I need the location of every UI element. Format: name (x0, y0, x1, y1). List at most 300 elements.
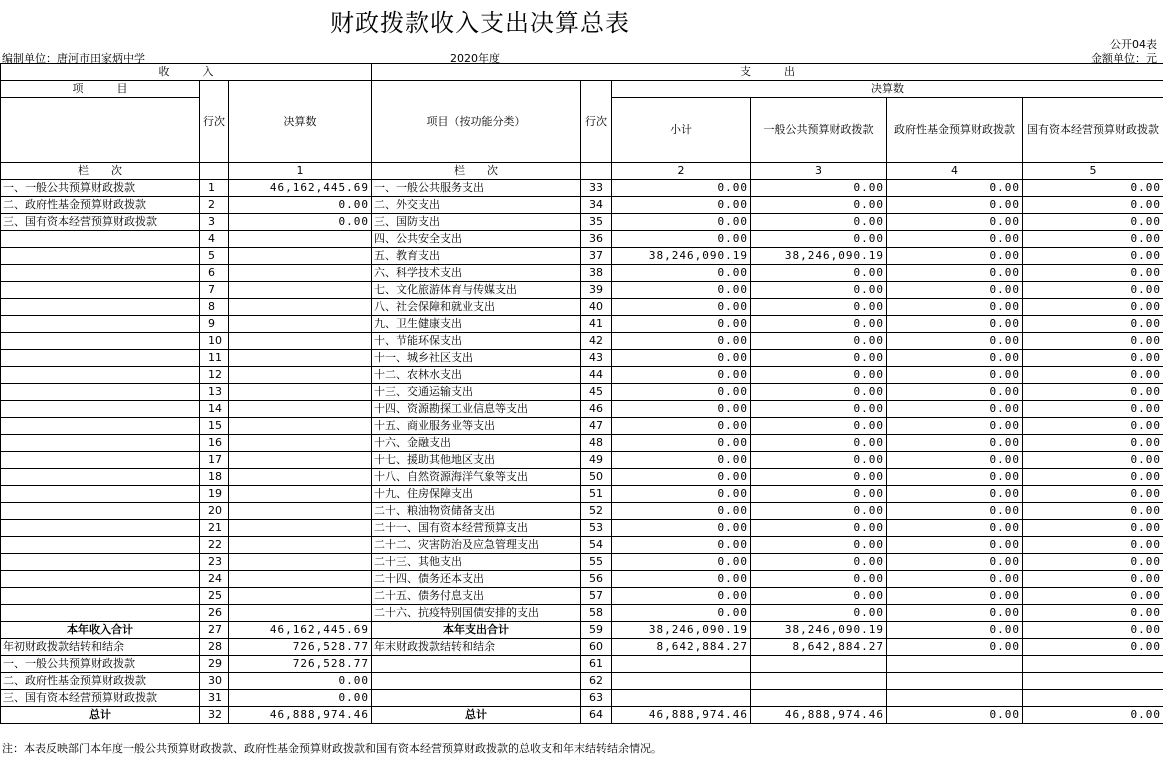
table-row (1, 197, 1163, 214)
subtotal-cell: 0.00 (612, 486, 751, 503)
expense-item-cell (372, 656, 581, 673)
general-budget-cell: 0.00 (751, 350, 887, 367)
expense-line-no-cell: 53 (581, 520, 612, 537)
gov-fund-cell: 0.00 (887, 265, 1023, 282)
income-item-cell (1, 486, 200, 503)
general-budget-cell: 0.00 (751, 418, 887, 435)
general-budget-cell (751, 656, 887, 673)
state-capital-cell: 0.00 (1023, 214, 1163, 231)
income-item-cell (1, 316, 200, 333)
gov-fund-cell: 0.00 (887, 299, 1023, 316)
income-item-cell (1, 350, 200, 367)
expense-item-cell: 本年支出合计 (372, 622, 581, 639)
table-row (1, 571, 1163, 588)
income-line-no-cell: 24 (200, 571, 229, 588)
income-item-cell (1, 520, 200, 537)
income-item-cell (1, 265, 200, 282)
income-item-cell (1, 401, 200, 418)
gov-fund-cell: 0.00 (887, 537, 1023, 554)
income-amount-cell (229, 333, 372, 350)
subtotal-cell: 0.00 (612, 367, 751, 384)
col-number-1: 1 (229, 163, 372, 180)
gov-fund-header: 政府性基金预算财政拨款 (887, 98, 1023, 163)
expense-item-cell: 十七、援助其他地区支出 (372, 452, 581, 469)
general-budget-cell (751, 690, 887, 707)
expense-line-no-cell: 44 (581, 367, 612, 384)
expense-item-cell: 一、一般公共服务支出 (372, 180, 581, 197)
gov-fund-cell: 0.00 (887, 418, 1023, 435)
income-amount-cell (229, 571, 372, 588)
expense-line-no-cell: 33 (581, 180, 612, 197)
income-item-cell (1, 418, 200, 435)
subtotal-cell: 8,642,884.27 (612, 639, 751, 656)
expense-line-no-cell: 49 (581, 452, 612, 469)
state-capital-cell: 0.00 (1023, 180, 1163, 197)
state-capital-cell: 0.00 (1023, 452, 1163, 469)
income-line-no-cell: 18 (200, 469, 229, 486)
income-item-cell (1, 248, 200, 265)
gov-fund-cell: 0.00 (887, 503, 1023, 520)
line-no-header: 行次 (200, 81, 229, 163)
state-capital-cell: 0.00 (1023, 350, 1163, 367)
general-budget-cell: 8,642,884.27 (751, 639, 887, 656)
subtotal-cell: 0.00 (612, 452, 751, 469)
table-row (1, 350, 1163, 367)
general-budget-cell: 0.00 (751, 214, 887, 231)
expense-line-no-cell: 51 (581, 486, 612, 503)
col-label-spacer (581, 163, 612, 180)
income-item-cell: 一、一般公共预算财政拨款 (1, 180, 200, 197)
expense-item-cell: 二十一、国有资本经营预算支出 (372, 520, 581, 537)
gov-fund-cell: 0.00 (887, 248, 1023, 265)
state-capital-cell: 0.00 (1023, 282, 1163, 299)
expense-item-cell: 十九、住房保障支出 (372, 486, 581, 503)
gov-fund-cell: 0.00 (887, 571, 1023, 588)
footnote: 注：本表反映部门本年度一般公共预算财政拨款、政府性基金预算财政拨款和国有资本经营预算财政拨款的总收支和年末结转结余情况。 (2, 742, 662, 755)
subtotal-cell: 46,888,974.46 (612, 707, 751, 724)
income-amount-cell (229, 503, 372, 520)
table-row (1, 214, 1163, 231)
expense-line-no-cell: 45 (581, 384, 612, 401)
income-item-cell: 二、政府性基金预算财政拨款 (1, 197, 200, 214)
state-capital-cell: 0.00 (1023, 197, 1163, 214)
expense-item-cell: 年末财政拨款结转和结余 (372, 639, 581, 656)
income-amount-cell (229, 299, 372, 316)
expense-item-cell: 十一、城乡社区支出 (372, 350, 581, 367)
table-row (1, 537, 1163, 554)
gov-fund-cell: 0.00 (887, 554, 1023, 571)
expense-line-no-cell: 62 (581, 673, 612, 690)
subtotal-cell: 0.00 (612, 571, 751, 588)
gov-fund-cell: 0.00 (887, 639, 1023, 656)
income-line-no-cell: 12 (200, 367, 229, 384)
general-budget-cell: 0.00 (751, 554, 887, 571)
income-amount-cell (229, 316, 372, 333)
expense-item-cell: 总计 (372, 707, 581, 724)
expense-line-no-cell: 55 (581, 554, 612, 571)
income-amount-cell: 46,888,974.46 (229, 707, 372, 724)
income-item-cell: 年初财政拨款结转和结余 (1, 639, 200, 656)
gov-fund-cell: 0.00 (887, 588, 1023, 605)
col-label-mid: 栏 次 (372, 163, 581, 180)
income-header: 收 入 (1, 64, 372, 81)
general-budget-cell: 0.00 (751, 435, 887, 452)
income-line-no-cell: 30 (200, 673, 229, 690)
state-capital-cell: 0.00 (1023, 265, 1163, 282)
col-number-3: 3 (751, 163, 887, 180)
subtotal-cell (612, 690, 751, 707)
income-amount-cell (229, 554, 372, 571)
expense-item-cell: 二十六、抗疫特别国债安排的支出 (372, 605, 581, 622)
table-row (1, 673, 1163, 690)
income-amount-cell (229, 605, 372, 622)
income-item-cell (1, 333, 200, 350)
expense-line-no-cell: 43 (581, 350, 612, 367)
subtotal-cell: 0.00 (612, 197, 751, 214)
income-amount-cell (229, 588, 372, 605)
income-amount-cell (229, 418, 372, 435)
subtotal-cell: 0.00 (612, 554, 751, 571)
general-budget-cell: 0.00 (751, 384, 887, 401)
table-row (1, 333, 1163, 350)
expense-item-cell: 七、文化旅游体育与传媒支出 (372, 282, 581, 299)
income-item-cell (1, 231, 200, 248)
general-budget-cell: 38,246,090.19 (751, 248, 887, 265)
state-capital-header: 国有资本经营预算财政拨款 (1023, 98, 1163, 163)
general-budget-cell: 0.00 (751, 588, 887, 605)
general-budget-cell (751, 673, 887, 690)
gov-fund-cell (887, 656, 1023, 673)
gov-fund-cell: 0.00 (887, 622, 1023, 639)
income-item-cell (1, 588, 200, 605)
income-amount-cell (229, 401, 372, 418)
income-amount-cell (229, 469, 372, 486)
expense-item-cell: 十八、自然资源海洋气象等支出 (372, 469, 581, 486)
income-line-no-cell: 19 (200, 486, 229, 503)
gov-fund-cell: 0.00 (887, 435, 1023, 452)
state-capital-cell: 0.00 (1023, 486, 1163, 503)
subtotal-cell: 0.00 (612, 469, 751, 486)
state-capital-cell: 0.00 (1023, 435, 1163, 452)
income-amount-cell: 726,528.77 (229, 639, 372, 656)
expense-line-no-cell: 34 (581, 197, 612, 214)
income-amount-cell (229, 486, 372, 503)
subtotal-cell: 0.00 (612, 265, 751, 282)
subtotal-cell: 0.00 (612, 520, 751, 537)
income-amount-cell: 0.00 (229, 214, 372, 231)
income-line-no-cell: 14 (200, 401, 229, 418)
gov-fund-cell: 0.00 (887, 401, 1023, 418)
expense-line-no-cell: 47 (581, 418, 612, 435)
subtotal-cell: 0.00 (612, 214, 751, 231)
state-capital-cell: 0.00 (1023, 554, 1163, 571)
expense-item-cell: 六、科学技术支出 (372, 265, 581, 282)
general-budget-cell: 0.00 (751, 469, 887, 486)
expense-item-cell: 五、教育支出 (372, 248, 581, 265)
table-row (1, 418, 1163, 435)
income-line-no-cell: 16 (200, 435, 229, 452)
expense-line-no-cell: 46 (581, 401, 612, 418)
expense-item-cell: 十六、金融支出 (372, 435, 581, 452)
gov-fund-cell: 0.00 (887, 350, 1023, 367)
subtotal-cell: 0.00 (612, 350, 751, 367)
income-item-cell: 本年收入合计 (1, 622, 200, 639)
expense-item-cell: 十五、商业服务业等支出 (372, 418, 581, 435)
state-capital-cell: 0.00 (1023, 639, 1163, 656)
income-item-cell: 三、国有资本经营预算财政拨款 (1, 214, 200, 231)
amount-unit-label: 金额单位：元 (1091, 52, 1157, 65)
expense-line-no-cell: 64 (581, 707, 612, 724)
income-line-no-cell: 31 (200, 690, 229, 707)
subtotal-cell: 0.00 (612, 418, 751, 435)
general-budget-cell: 0.00 (751, 333, 887, 350)
income-line-no-cell: 29 (200, 656, 229, 673)
income-line-no-cell: 26 (200, 605, 229, 622)
state-capital-cell: 0.00 (1023, 316, 1163, 333)
income-line-no-cell: 25 (200, 588, 229, 605)
income-item-cell: 总计 (1, 707, 200, 724)
gov-fund-cell: 0.00 (887, 282, 1023, 299)
state-capital-cell (1023, 690, 1163, 707)
expense-line-no-cell: 63 (581, 690, 612, 707)
income-line-no-cell: 3 (200, 214, 229, 231)
general-budget-cell: 0.00 (751, 571, 887, 588)
table-row (1, 588, 1163, 605)
state-capital-cell (1023, 673, 1163, 690)
income-line-no-cell: 27 (200, 622, 229, 639)
page-title: 财政拨款收入支出决算总表 (330, 9, 630, 37)
expense-line-no-cell: 35 (581, 214, 612, 231)
gov-fund-cell: 0.00 (887, 520, 1023, 537)
income-amount-cell (229, 248, 372, 265)
income-line-no-cell: 21 (200, 520, 229, 537)
table-row (1, 707, 1163, 724)
state-capital-cell: 0.00 (1023, 333, 1163, 350)
subtotal-cell: 38,246,090.19 (612, 248, 751, 265)
state-capital-cell: 0.00 (1023, 469, 1163, 486)
income-item-cell: 三、国有资本经营预算财政拨款 (1, 690, 200, 707)
income-item-cell (1, 571, 200, 588)
table-row (1, 622, 1163, 639)
subtotal-cell (612, 656, 751, 673)
state-capital-cell: 0.00 (1023, 367, 1163, 384)
general-budget-cell: 0.00 (751, 231, 887, 248)
expense-line-no-cell: 52 (581, 503, 612, 520)
income-line-no-cell: 5 (200, 248, 229, 265)
expense-line-no-header: 行次 (581, 81, 612, 163)
table-row (1, 299, 1163, 316)
expense-line-no-cell: 59 (581, 622, 612, 639)
table-row (1, 435, 1163, 452)
expense-item-cell: 四、公共安全支出 (372, 231, 581, 248)
expense-item-cell: 十四、资源勘探工业信息等支出 (372, 401, 581, 418)
income-item-cell (1, 282, 200, 299)
expense-item-cell: 二十三、其他支出 (372, 554, 581, 571)
income-line-no-cell: 2 (200, 197, 229, 214)
subtotal-cell: 0.00 (612, 435, 751, 452)
item-header-spacer (1, 98, 200, 163)
general-budget-cell: 0.00 (751, 282, 887, 299)
gov-fund-cell: 0.00 (887, 180, 1023, 197)
state-capital-cell: 0.00 (1023, 537, 1163, 554)
general-budget-cell: 0.00 (751, 197, 887, 214)
income-item-cell (1, 554, 200, 571)
gov-fund-cell: 0.00 (887, 231, 1023, 248)
expense-item-header: 项目（按功能分类） (372, 81, 581, 163)
income-amount-cell (229, 265, 372, 282)
income-amount-cell (229, 435, 372, 452)
income-item-cell (1, 605, 200, 622)
expense-line-no-cell: 38 (581, 265, 612, 282)
income-line-no-cell: 1 (200, 180, 229, 197)
general-budget-cell: 46,888,974.46 (751, 707, 887, 724)
general-budget-cell: 0.00 (751, 605, 887, 622)
subtotal-cell: 0.00 (612, 282, 751, 299)
gov-fund-cell (887, 690, 1023, 707)
income-amount-cell: 0.00 (229, 197, 372, 214)
table-row (1, 316, 1163, 333)
income-amount-cell (229, 282, 372, 299)
table-row (1, 486, 1163, 503)
general-budget-cell: 0.00 (751, 316, 887, 333)
gov-fund-cell: 0.00 (887, 486, 1023, 503)
income-item-cell (1, 537, 200, 554)
income-line-no-cell: 28 (200, 639, 229, 656)
subtotal-cell: 0.00 (612, 384, 751, 401)
table-row (1, 231, 1163, 248)
state-capital-cell: 0.00 (1023, 571, 1163, 588)
expense-item-cell: 十三、交通运输支出 (372, 384, 581, 401)
final-group-header: 决算数 (612, 81, 1163, 98)
income-amount-cell: 0.00 (229, 673, 372, 690)
state-capital-cell: 0.00 (1023, 707, 1163, 724)
table-row (1, 180, 1163, 197)
expense-item-cell (372, 690, 581, 707)
income-line-no-cell: 7 (200, 282, 229, 299)
general-budget-cell: 0.00 (751, 537, 887, 554)
income-item-cell: 一、一般公共预算财政拨款 (1, 656, 200, 673)
year-label: 2020年度 (450, 52, 500, 65)
general-budget-cell: 0.00 (751, 452, 887, 469)
general-budget-cell: 0.00 (751, 367, 887, 384)
state-capital-cell: 0.00 (1023, 231, 1163, 248)
table-row (1, 605, 1163, 622)
col-label-spacer (200, 163, 229, 180)
income-item-cell (1, 469, 200, 486)
income-item-cell (1, 503, 200, 520)
gov-fund-cell: 0.00 (887, 214, 1023, 231)
expense-line-no-cell: 56 (581, 571, 612, 588)
general-budget-cell: 0.00 (751, 299, 887, 316)
state-capital-cell: 0.00 (1023, 384, 1163, 401)
income-amount-cell (229, 367, 372, 384)
table-row (1, 469, 1163, 486)
income-line-no-cell: 15 (200, 418, 229, 435)
state-capital-cell: 0.00 (1023, 622, 1163, 639)
subtotal-cell: 0.00 (612, 588, 751, 605)
expense-item-cell (372, 673, 581, 690)
income-item-cell (1, 452, 200, 469)
income-line-no-cell: 4 (200, 231, 229, 248)
income-line-no-cell: 22 (200, 537, 229, 554)
expense-line-no-cell: 40 (581, 299, 612, 316)
expense-line-no-cell: 60 (581, 639, 612, 656)
final-amount-header: 决算数 (229, 81, 372, 163)
income-amount-cell (229, 520, 372, 537)
general-budget-cell: 0.00 (751, 180, 887, 197)
subtotal-cell: 0.00 (612, 299, 751, 316)
state-capital-cell: 0.00 (1023, 248, 1163, 265)
income-line-no-cell: 20 (200, 503, 229, 520)
income-amount-cell (229, 231, 372, 248)
table-row (1, 503, 1163, 520)
table-row (1, 384, 1163, 401)
expense-item-cell: 二十四、债务还本支出 (372, 571, 581, 588)
table-row (1, 690, 1163, 707)
gov-fund-cell: 0.00 (887, 452, 1023, 469)
state-capital-cell: 0.00 (1023, 588, 1163, 605)
table-row (1, 248, 1163, 265)
subtotal-cell (612, 673, 751, 690)
gov-fund-cell: 0.00 (887, 384, 1023, 401)
state-capital-cell: 0.00 (1023, 299, 1163, 316)
state-capital-cell: 0.00 (1023, 520, 1163, 537)
subtotal-cell: 0.00 (612, 333, 751, 350)
income-line-no-cell: 13 (200, 384, 229, 401)
gov-fund-cell: 0.00 (887, 469, 1023, 486)
income-line-no-cell: 32 (200, 707, 229, 724)
expense-item-cell: 三、国防支出 (372, 214, 581, 231)
general-budget-cell: 0.00 (751, 486, 887, 503)
income-amount-cell (229, 537, 372, 554)
subtotal-header: 小计 (612, 98, 751, 163)
table-row (1, 554, 1163, 571)
table-row (1, 452, 1163, 469)
table-row (1, 520, 1163, 537)
gov-fund-cell (887, 673, 1023, 690)
general-budget-cell: 0.00 (751, 503, 887, 520)
expense-line-no-cell: 50 (581, 469, 612, 486)
item-header: 项 目 (1, 81, 200, 98)
income-amount-cell (229, 350, 372, 367)
state-capital-cell: 0.00 (1023, 401, 1163, 418)
state-capital-cell (1023, 656, 1163, 673)
finance-summary-table (0, 63, 1163, 724)
expense-line-no-cell: 54 (581, 537, 612, 554)
gov-fund-cell: 0.00 (887, 197, 1023, 214)
expense-item-cell: 二十二、灾害防治及应急管理支出 (372, 537, 581, 554)
expense-line-no-cell: 39 (581, 282, 612, 299)
income-amount-cell: 46,162,445.69 (229, 622, 372, 639)
expense-line-no-cell: 57 (581, 588, 612, 605)
income-line-no-cell: 8 (200, 299, 229, 316)
expense-item-cell: 二十、粮油物资储备支出 (372, 503, 581, 520)
state-capital-cell: 0.00 (1023, 503, 1163, 520)
subtotal-cell: 0.00 (612, 503, 751, 520)
general-budget-cell: 0.00 (751, 401, 887, 418)
income-line-no-cell: 17 (200, 452, 229, 469)
header-info-line (0, 50, 1163, 64)
general-budget-cell: 38,246,090.19 (751, 622, 887, 639)
general-budget-header: 一般公共预算财政拨款 (751, 98, 887, 163)
subtotal-cell: 38,246,090.19 (612, 622, 751, 639)
income-item-cell (1, 384, 200, 401)
gov-fund-cell: 0.00 (887, 316, 1023, 333)
gov-fund-cell: 0.00 (887, 333, 1023, 350)
expense-item-cell: 十、节能环保支出 (372, 333, 581, 350)
income-amount-cell: 46,162,445.69 (229, 180, 372, 197)
org-label: 编制单位：唐河市田家炳中学 (2, 52, 145, 65)
